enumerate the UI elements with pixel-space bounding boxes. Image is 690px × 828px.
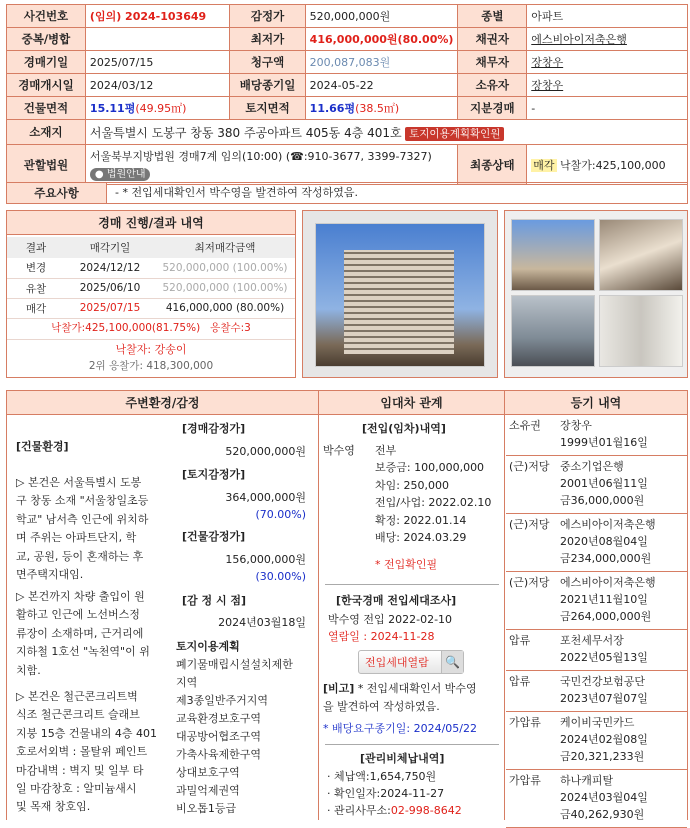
building-appraisal-percent: (30.00%) [255, 570, 306, 583]
survey-view-date: 열람일 : 2024-11-28 [328, 630, 435, 643]
plan-item: 과밀억제권역 [176, 784, 240, 797]
building-env-heading: [건물환경] [16, 440, 69, 453]
court-label: 관할법원 [7, 145, 86, 185]
row-date: 2025/07/15 [65, 298, 155, 318]
kind-label: 종별 [458, 5, 527, 28]
case-info-table [6, 4, 688, 185]
debtor-label: 채무자 [458, 51, 527, 74]
registry-date: 2020년08월04일 [560, 535, 648, 548]
registry-name: 에스비아이저축은행 [560, 576, 656, 589]
land-use-plan-button[interactable]: 토지이용계획확인원 [405, 127, 504, 141]
appraisal-value: 520,000,000원 [305, 5, 458, 28]
env-line: 교, 공원, 등이 혼재하는 후 [16, 549, 144, 563]
appraisal-label: 감정가 [230, 5, 305, 28]
min-price-label: 최저가 [230, 28, 305, 51]
registry-kind: (근)저당 [509, 576, 550, 589]
land-area-py: 11.66평 [309, 102, 356, 115]
plan-item: 비오톱1등급 [176, 802, 237, 815]
registry-row [506, 514, 687, 572]
env-line: 및 목재 창호임. [16, 800, 91, 814]
creditor-label: 채권자 [458, 28, 527, 51]
thumb-photo-2[interactable] [599, 219, 683, 291]
start-date-value: 2024/03/12 [85, 74, 230, 97]
fee-office [327, 802, 462, 819]
registry-detail [560, 632, 648, 667]
building-appraisal-value: 156,000,000원 [225, 553, 306, 566]
building-area-label: 건물면적 [7, 97, 86, 120]
registry-amt: 금264,000,000원 [560, 610, 652, 623]
env-line: 류장이 소재하며, 근거리에 [16, 626, 144, 640]
col-result: 결과 [7, 237, 65, 258]
registry-kind: (근)저당 [509, 518, 550, 531]
env-line: ▷ 본건은 철근콘크리트벽 [16, 690, 138, 703]
building-appraisal-heading: [건물감정가] [182, 530, 246, 543]
photo-thumbs-frame [504, 210, 688, 378]
debtor-link[interactable]: 장창우 [527, 51, 688, 74]
land-area-m2: (38.5㎡) [355, 102, 400, 115]
info-icon: ● [94, 168, 104, 180]
registry-row [506, 770, 687, 828]
row-price: 416,000,000 (80.00%) [155, 298, 295, 318]
table-row [7, 258, 295, 278]
claim-label: 청구액 [230, 51, 305, 74]
tenant-type: 전부 [375, 444, 397, 457]
registry-kind: (근)저당 [509, 460, 550, 473]
registry-row [506, 456, 687, 514]
fee-office-phone: 02-998-8642 [390, 804, 462, 817]
final-status-cell [527, 145, 688, 185]
registry-name: 하나캐피탈 [560, 774, 614, 787]
land-use-plan-list [176, 656, 293, 818]
registry-amt: 금234,000,000원 [560, 552, 652, 565]
environment-title: 주변환경/감정 [7, 391, 318, 415]
env-line: 활하고 인근에 노선버스정 [16, 608, 140, 622]
registry-date: 2024년03월04일 [560, 791, 648, 804]
env-line: 며 주위는 아파트단지, 학 [16, 531, 137, 545]
plan-item: 지역 [176, 676, 198, 689]
env-line: 지하철 1호선 "녹천역"이 위 [16, 645, 150, 659]
building-area-py: 15.11평 [89, 102, 136, 115]
second-bid: 2위 응찰가: 418,300,000 [88, 359, 214, 372]
remark-line: * 전입세대확인서 박수영 [357, 682, 477, 695]
env-line: 면주택지대임. [16, 568, 84, 582]
tenant-details [375, 459, 491, 547]
env-paragraph-2 [16, 588, 168, 680]
winner-name: 낙찰자: 강송이 [115, 342, 187, 356]
share-auction-label: 지분경매 [458, 97, 527, 120]
building-area-m2: (49.95㎡) [135, 102, 187, 115]
address-cell [85, 120, 687, 145]
registry-amt: 금40,262,930원 [560, 808, 645, 821]
env-line: ▷ 본건까지 차량 출입이 원 [16, 590, 145, 603]
registry-date: 1999년01월16일 [560, 436, 648, 449]
court-cell [85, 145, 458, 185]
registry-name: 장창우 [560, 419, 592, 432]
auction-date-value: 2025/07/15 [85, 51, 230, 74]
deadline-label: 배당종기일 [230, 74, 305, 97]
registry-kind: 압류 [509, 675, 531, 688]
fee-arrears: · 체납액:1,654,750원 [327, 770, 437, 783]
land-use-plan-heading: 토지이용계획 [176, 640, 240, 653]
env-line: 학교" 남서측 인근에 위치하 [16, 512, 149, 526]
plan-item: 대공방어협조구역 [176, 730, 262, 743]
creditor-link[interactable]: 에스비아이저축은행 [527, 28, 688, 51]
col-price: 최저매각금액 [155, 237, 295, 258]
row-result: 변경 [7, 258, 65, 278]
tenant-line: 보증금: 100,000,000 [375, 461, 485, 474]
registry-row [506, 630, 687, 671]
registry-name: 케이비국민카드 [560, 716, 635, 729]
thumb-photo-1[interactable] [511, 219, 595, 291]
winner-block [7, 339, 295, 374]
move-in-view-label: 전입세대열람 [365, 656, 429, 669]
court-value: 서울북부지방법원 경매7계 임의(10:00) (☎:910-3677, 3399-7327) [89, 149, 432, 163]
plan-item: 교육환경보호구역 [176, 712, 262, 725]
row-result: 유찰 [7, 278, 65, 298]
move-in-view-button[interactable] [358, 650, 464, 674]
min-price-value: 416,000,000원(80.00%) [305, 28, 458, 51]
divider [325, 584, 499, 585]
registry-detail [560, 714, 648, 766]
registry-amt: 금36,000,000원 [560, 494, 645, 507]
registry-row [506, 572, 687, 630]
env-line: 구 창동 소재 "서울창일초등 [16, 494, 149, 508]
col-date: 매각기일 [65, 237, 155, 258]
tenant-line: 배당: 2024.03.29 [375, 531, 467, 544]
kind-value: 아파트 [527, 5, 688, 28]
duplicate-value [85, 28, 230, 51]
env-line: 마감내벽 : 벽지 및 일부 타 [16, 763, 144, 777]
divider [325, 744, 499, 745]
court-guide-button[interactable] [90, 168, 151, 181]
row-price: 520,000,000 (100.00%) [155, 258, 295, 278]
table-row [7, 278, 295, 298]
appraisal-time-value: 2024년03월18일 [218, 616, 306, 629]
table-row [7, 298, 295, 318]
row-result: 매각 [7, 298, 65, 318]
move-in-confirmed: * 전입확인필 [375, 558, 438, 571]
address-value: 서울특별시 도봉구 창동 380 주공아파트 405동 4층 401호 [89, 125, 402, 140]
plan-item: 상대보호구역 [176, 766, 240, 779]
land-area-label: 토지면적 [230, 97, 305, 120]
registry-detail [560, 772, 648, 824]
env-line: 식조 철근콘크리트 슬래브 [16, 708, 140, 722]
distribution-deadline: * 배당요구종기일: 2024/05/22 [323, 722, 477, 735]
final-status-value: 낙찰가:425,100,000 [560, 158, 666, 172]
remark-heading: [비고] [323, 682, 355, 695]
registry-detail [560, 574, 656, 626]
share-auction-value: - [527, 97, 688, 120]
registry-date: 2024년02월08일 [560, 733, 648, 746]
registry-date: 2022년05월13일 [560, 651, 648, 664]
registry-kind: 가압류 [509, 716, 541, 729]
plan-item: 가축사육제한구역 [176, 748, 262, 761]
registry-detail [560, 458, 648, 510]
land-appraisal-percent: (70.00%) [255, 508, 306, 521]
plan-item: 폐기물매립시설설치제한 [176, 658, 293, 671]
appraisal-time-heading: [감 정 시 점] [182, 594, 247, 607]
registry-date: 2001년06월11일 [560, 477, 648, 490]
registry-list [506, 415, 687, 828]
registry-kind: 소유권 [509, 419, 541, 432]
win-summary: 낙찰가:425,100,000(81.75%) 응찰수:3 [51, 321, 251, 334]
registry-name: 중소기업은행 [560, 460, 624, 473]
survey-move-in: 박수영 전입 2022-02-10 [328, 613, 453, 626]
tenant-name: 박수영 [323, 444, 355, 457]
claim-value: 200,087,083원 [305, 51, 458, 74]
registry-name: 포천세무서장 [560, 634, 624, 647]
auction-appraisal-heading: [경매감정가] [182, 422, 246, 435]
registry-detail [560, 516, 656, 568]
env-paragraph-1 [16, 474, 168, 584]
registry-row [506, 671, 687, 712]
auction-history-panel [6, 210, 296, 378]
duplicate-label: 중복/병합 [7, 28, 86, 51]
final-status-label: 최종상태 [458, 145, 527, 185]
court-guide-label: 법원안내 [106, 168, 146, 180]
remark-block [323, 680, 503, 716]
address-label: 소재지 [7, 120, 86, 145]
env-line: ▷ 본건은 서울특별시 도봉 [16, 476, 142, 489]
registry-date: 2023년07월07일 [560, 692, 648, 705]
registry-row [506, 712, 687, 770]
tenant-line: 차임: 250,000 [375, 478, 449, 492]
case-number: (임의) 2024-103649 [85, 5, 230, 28]
registry-row [506, 415, 687, 456]
search-icon: 🔍 [441, 651, 463, 673]
fee-check-date: · 확인일자:2024-11-27 [327, 787, 445, 800]
building-area-value [85, 97, 230, 120]
thumb-photo-4[interactable] [599, 295, 683, 367]
env-line: 지붕 15층 건물내의 4층 401 [16, 726, 157, 740]
tenant-line: 전입/사업: 2022.02.10 [375, 496, 492, 509]
land-area-value [305, 97, 458, 120]
owner-link[interactable]: 장창우 [527, 74, 688, 97]
main-photo[interactable] [315, 223, 485, 367]
registry-name: 국민건강보험공단 [560, 675, 646, 688]
registry-title: 등기 내역 [505, 391, 687, 415]
notice-row [6, 182, 688, 204]
plan-item: 제3종일반주거지역 [176, 694, 269, 707]
fee-heading: [관리비체납내역] [360, 752, 445, 765]
registry-date: 2021년11월10일 [560, 593, 648, 606]
registry-kind: 가압류 [509, 774, 541, 787]
row-date: 2024/12/12 [65, 258, 155, 278]
land-appraisal-heading: [토지감정가] [182, 468, 246, 481]
registry-kind: 압류 [509, 634, 531, 647]
notice-value: - * 전입세대확인서 박수영을 발견하여 작성하였음. [115, 186, 358, 199]
row-date: 2025/06/10 [65, 278, 155, 298]
photo-main-frame[interactable] [302, 210, 498, 378]
env-paragraph-3 [16, 688, 168, 817]
registry-detail [560, 417, 648, 452]
thumb-photo-3[interactable] [511, 295, 595, 367]
env-line: 호로서외벽 : 몰탈위 페인트 [16, 745, 148, 759]
start-date-label: 경매개시일 [7, 74, 86, 97]
registry-name: 에스비아이저축은행 [560, 518, 656, 531]
row-price: 520,000,000 (100.00%) [155, 278, 295, 298]
registry-detail [560, 673, 648, 708]
registry-amt: 금20,321,233원 [560, 750, 645, 763]
env-line: 치함. [16, 663, 41, 677]
land-appraisal-value: 364,000,000원 [225, 491, 306, 504]
notice-label: 주요사항 [7, 183, 107, 203]
auction-history-title: 경매 진행/결과 내역 [7, 211, 295, 235]
fee-office-label: · 관리사무소: [327, 804, 391, 817]
survey-heading: [한국경매 전입세대조사] [336, 594, 457, 607]
case-number-label: 사건번호 [7, 5, 86, 28]
auction-history-table [7, 237, 295, 319]
final-status-tag: 매각 [533, 158, 555, 172]
lease-title: 임대차 관계 [319, 391, 504, 415]
owner-label: 소유자 [458, 74, 527, 97]
auction-appraisal-value: 520,000,000원 [225, 445, 306, 458]
apartment-building-image [344, 250, 454, 354]
tenant-line: 확정: 2022.01.14 [375, 513, 467, 527]
move-in-heading: [전입(임차)내역] [362, 422, 446, 435]
deadline-value: 2024-05-22 [305, 74, 458, 97]
remark-line: 을 발견하여 작성하였음. [323, 700, 440, 713]
auction-date-label: 경매기일 [7, 51, 86, 74]
env-line: 일 마감창호 : 알미늄새시 [16, 782, 137, 796]
